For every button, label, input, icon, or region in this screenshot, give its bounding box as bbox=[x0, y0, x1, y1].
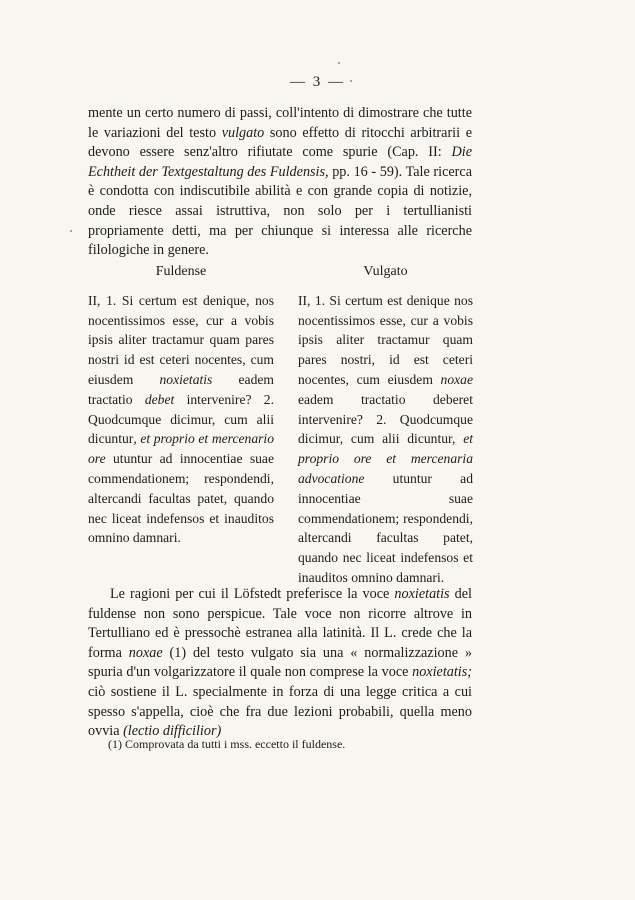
vulgato-column bbox=[298, 262, 473, 588]
page-number: — 3 — bbox=[290, 74, 345, 90]
footnote: (1) Comprovata da tutti i mss. eccetto il fuldense. bbox=[108, 737, 346, 751]
fuldense-title: Fuldense bbox=[155, 264, 207, 279]
vulgato-title: Vulgato bbox=[363, 264, 408, 279]
vulgato-text: II, 1. Si certum est denique nos nocentissimos esse, cur a vobis ipsis aliter tractamur quam pares nostri, id est ceteri nocentes, cum eiusdem noxae eadem tractatio deberet intervenire? 2. Quodcumque dicimur, cum alii dicuntur, et proprio ore et mercenaria advocatione utuntur ad innocentiae suae commendationem; respondendi, altercandi facultas patet, quando nec liceat indefensos et inauditos omnino damnari. bbox=[298, 292, 473, 585]
intro-paragraph: mente un certo numero di passi, coll'intento di dimostrare che tutte le variazioni del testo vulgato sono effetto di ritocchi arbitrarii e devono essere senz'altro rifiutate come spurie (Cap. II: Die Echtheit der Textgestaltung des Fuldensis, pp. 16 - 59). Tale ricerca è condotta con indiscutibile abilità e con grande copia di notizie, onde riesce assai istruttiva, non solo per i tertullianisti propriamente detti, ma per chiunque si interessa alle ricerche filologiche in genere. bbox=[88, 105, 472, 259]
paper-speck bbox=[70, 230, 72, 232]
italic-vulgato: vulgato bbox=[221, 124, 265, 141]
paper-speck bbox=[350, 80, 352, 82]
italic-book-title: Die Echtheit der Textgestaltung des Fuldensis, bbox=[88, 144, 472, 180]
main-paragraph: Le ragioni per cui il Löfstedt preferisce la voce noxietatis del fuldense non sono perspicue. Tale voce non ricorre altrove in Tertulliano ed è pressochè estranea alla latinità. Il L. crede che la forma noxae (1) del testo vulgato sia una « normalizzazione » spuria d'un volgarizzatore il quale non comprese la voce noxietatis; ciò sostiene il L. specialmente in forza di una legge critica a cui spesso s'appella, cioè che fra due lezioni probabili, quella meno ovvia (lectio difficilior) bbox=[88, 586, 472, 740]
paper-speck bbox=[338, 62, 340, 64]
fuldense-column bbox=[88, 262, 274, 548]
fuldense-text: II, 1. Si certum est denique, nos nocentissimos esse, cur a vobis ipsis aliter tractamur quam pares nostri id est ceteri nocentes, cum eiusdem noxietatis eadem tractatio debet intervenire? 2. Quodcumque dicimur, cum alii dicuntur, et proprio et mercenario ore utuntur ad innocentiae suae commendationem; respondendi, altercandi facultas patet, quando nec liceat indefensos et inauditos omnino damnari. bbox=[88, 292, 274, 546]
